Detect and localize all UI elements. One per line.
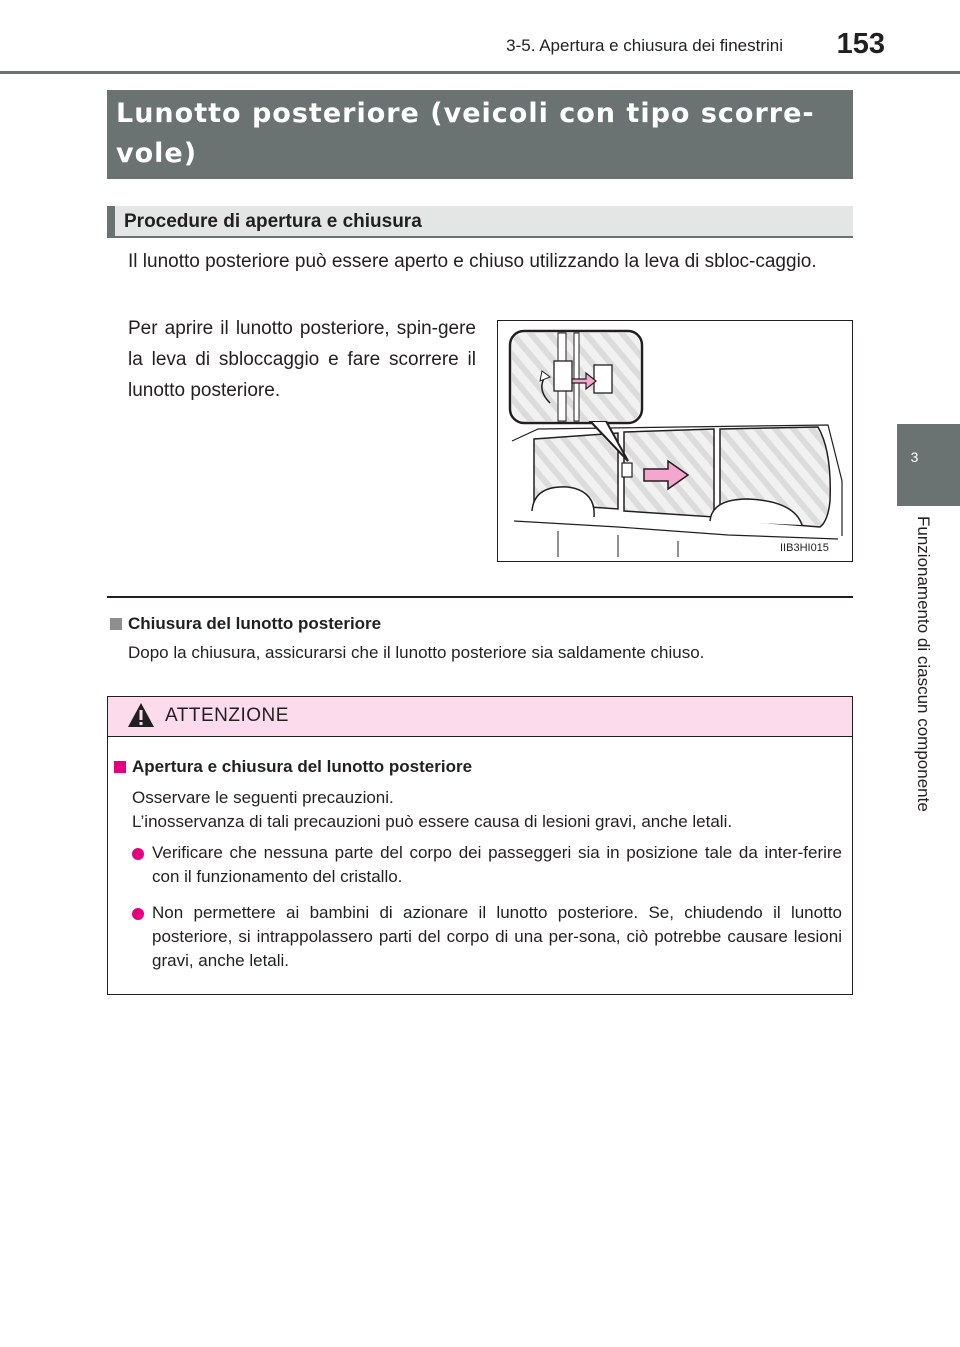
note-heading [110, 614, 381, 634]
page-number: 153 [836, 28, 885, 60]
pink-dot-bullet-icon [132, 908, 144, 920]
running-header-section: 3-5. Apertura e chiusura dei finestrini [506, 36, 783, 55]
caution-line-1: Osservare le seguenti precauzioni. [132, 788, 394, 807]
header-rule [0, 71, 960, 74]
page-title: Lunotto posteriore (veicoli con tipo scorre-vole) [116, 98, 815, 169]
caution-bullet-2: Non permettere ai bambini di azionare il lunotto posteriore. Se, chiudendo il lunotto posteriore, si intrappolassero parti del corpo di una per-sona, ciò potrebbe causare lesioni gravi, anche letali. [152, 903, 842, 970]
caution-heading [114, 755, 472, 779]
chapter-tab-label: Funzionamento di ciascun componente [914, 516, 933, 812]
square-bullet-icon [110, 618, 122, 630]
chapter-tab-rule [897, 504, 960, 506]
subsection-title: Procedure di apertura e chiusura [124, 211, 422, 232]
figure-code: IIB3HI015 [780, 542, 829, 554]
caution-bullet-1: Verificare che nessuna parte del corpo dei passeggeri sia in posizione tale da inter-ferire con il funzionamento del cristallo. [152, 843, 842, 886]
pink-square-bullet-icon [114, 761, 126, 773]
caution-title: ATTENZIONE [165, 705, 289, 726]
pink-dot-bullet-icon [132, 848, 144, 860]
subsection-accent [107, 206, 115, 237]
intro-paragraph: Il lunotto posteriore può essere aperto e chiuso utilizzando la leva di sbloc-caggio. [128, 251, 817, 272]
caution-heading-text: Apertura e chiusura del lunotto posteriore [132, 757, 473, 776]
section-divider [107, 596, 853, 598]
caution-line-2: L’inosservanza di tali precauzioni può essere causa di lesioni gravi, anche letali. [132, 812, 733, 831]
instruction-paragraph: Per aprire il lunotto posteriore, spin-gere la leva di sbloccaggio e fare scorrere il lunotto posteriore. [128, 318, 476, 401]
rear-window-illustration [497, 320, 853, 562]
note-body: Dopo la chiusura, assicurarsi che il lunotto posteriore sia saldamente chiuso. [128, 643, 705, 662]
note-heading-text: Chiusura del lunotto posteriore [128, 614, 382, 633]
warning-triangle-icon [126, 701, 156, 734]
rear-window-drawing [498, 321, 852, 561]
chapter-tab-number: 3 [910, 449, 919, 465]
subsection-underline [107, 236, 853, 238]
